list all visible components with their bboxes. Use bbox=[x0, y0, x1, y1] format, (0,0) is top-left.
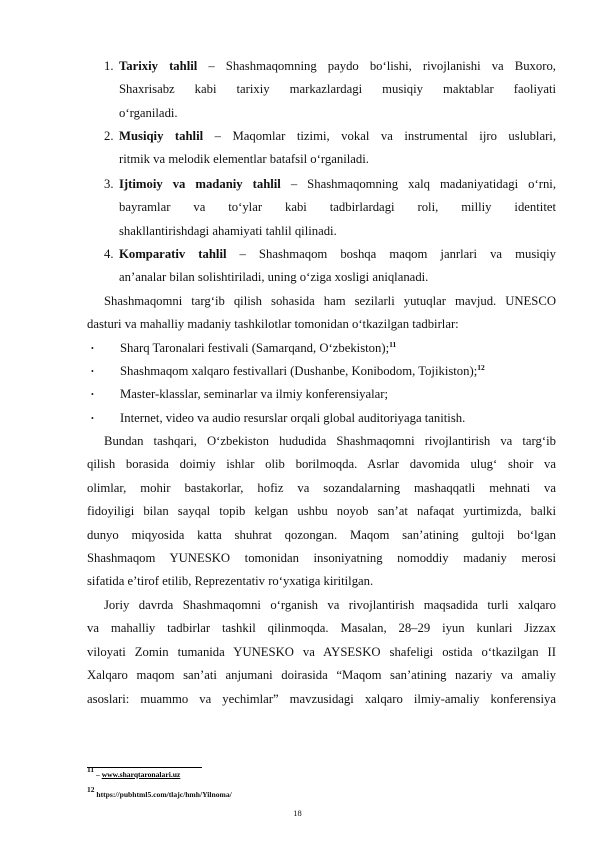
item-line bbox=[119, 125, 556, 148]
item-text: – Shashmaqomning xalq madaniyatidagi o‘rni, bbox=[280, 177, 556, 191]
item-heading: Komparativ tahlil bbox=[119, 247, 227, 261]
paragraph-line: fidoyiligi bilan sayqal topib kelgan ushbu noyob san’at nafaqat yurtimizda, balki bbox=[87, 504, 556, 519]
bullet-text: Internet, video va audio resurslar orqali global auditoriyaga tanitish. bbox=[120, 411, 466, 425]
paragraph-line: olimlar, mohir bastakorlar, hofiz va sozandalarning mashaqqatli mehnati va bbox=[87, 480, 556, 495]
footnote-number: 11 bbox=[87, 765, 95, 774]
item-line: ritmik va melodik elementlar batafsil o‘rganiladi. bbox=[119, 152, 369, 167]
bullet-icon: • bbox=[91, 390, 94, 399]
footnote-12 bbox=[87, 785, 232, 800]
bullet-icon: • bbox=[91, 414, 94, 423]
paragraph-line: Shashmaqom YUNESKO tomonidan insoniyatning nomoddiy madaniy merosi bbox=[87, 551, 556, 566]
footnote-prefix: – bbox=[94, 770, 102, 779]
paragraph-line: dunyo miqyosida katta shuhrat qozongan. Maqom san’atining gultoji bo‘lgan bbox=[87, 527, 556, 542]
body-paragraph bbox=[87, 594, 556, 711]
item-heading: Ijtimoiy va madaniy tahlil bbox=[119, 177, 281, 191]
item-line bbox=[119, 173, 556, 196]
intro-paragraph bbox=[87, 290, 556, 337]
item-text: – Maqomlar tizimi, vokal va instrumental ijro uslublari, bbox=[203, 129, 556, 143]
footnote-11 bbox=[87, 765, 181, 780]
body-paragraph bbox=[87, 430, 556, 594]
paragraph-line: va mahalliy tadbirlar tashkil qilinmoqda. Masalan, 28–29 iyun kunlari Jizzax bbox=[87, 621, 556, 636]
footnote-number: 12 bbox=[87, 785, 95, 794]
footnote-text: https://pubhtml5.com/tlajc/hmh/Yilnoma/ bbox=[96, 790, 232, 799]
footnote-ref: 11 bbox=[389, 340, 397, 349]
bullet-text: Master-klasslar, seminarlar va ilmiy konferensiyalar; bbox=[120, 387, 389, 401]
paragraph-line: viloyati Zomin tumanida YUNESKO va AYSESKO shafeligi ostida o‘tkazilgan II bbox=[87, 644, 556, 659]
bullet-text: Sharq Taronalari festivali (Samarqand, O‘zbekiston); bbox=[120, 341, 390, 355]
item-line: o‘rganiladi. bbox=[119, 105, 178, 120]
paragraph-line: Bundan tashqari, O‘zbekiston hududida Shashmaqomni rivojlantirish va targ‘ib bbox=[104, 434, 556, 448]
item-line: bayramlar va to‘ylar kabi tadbirlardagi roli, milliy identitet bbox=[119, 200, 556, 215]
footnote-link[interactable]: www.sharqtaronalari.uz bbox=[101, 770, 181, 779]
paragraph-line: dasturi va mahalliy madaniy tashkilotlar tomonidan o‘tkazilgan tadbirlar: bbox=[87, 317, 459, 332]
item-heading: Musiqiy tahlil bbox=[119, 129, 204, 143]
item-number: 1. bbox=[104, 59, 114, 73]
item-text: – Shashmaqom boshqa maqom janrlari va musiqiy bbox=[226, 247, 556, 261]
item-line: Shaxrisabz kabi tarixiy markazlardagi musiqiy maktablar faoliyati bbox=[119, 82, 556, 97]
numbered-item-1 bbox=[104, 55, 556, 125]
numbered-item-2 bbox=[104, 125, 556, 172]
item-line: an’analar bilan solishtiriladi, uning o‘ziga xosligi aniqlanadi. bbox=[119, 270, 429, 285]
paragraph-line: asoslari: muammo va yechimlar” mavzusidagi xalqaro ilmiy-amaliy konferensiya bbox=[87, 691, 556, 706]
numbered-item-3 bbox=[104, 173, 556, 243]
paragraph-line: Joriy davrda Shashmaqomni o‘rganish va rivojlantirish maqsadida turli xalqaro bbox=[104, 598, 556, 612]
paragraph-line: Xalqaro maqom san’ati anjumani doirasida “Maqom san’atining nazariy va amaliy bbox=[87, 668, 556, 683]
numbered-item-4 bbox=[104, 243, 556, 290]
paragraph-line: qilish borasida doimiy ishlar olib borilmoqda. Asrlar davomida ulug‘ shoir va bbox=[87, 457, 556, 472]
item-number: 4. bbox=[104, 247, 114, 261]
item-number: 3. bbox=[104, 177, 114, 191]
footnote-ref: 12 bbox=[477, 363, 485, 372]
bullet-text: Shashmaqom xalqaro festivallari (Dushanbe, Konibodom, Tojikiston); bbox=[120, 364, 478, 378]
footnote-divider bbox=[87, 767, 202, 768]
item-line: shakllantirishdagi ahamiyati tahlil qilinadi. bbox=[119, 223, 337, 238]
item-line bbox=[119, 243, 556, 266]
item-number: 2. bbox=[104, 129, 114, 143]
bullet-icon: • bbox=[91, 344, 94, 353]
page-number: 18 bbox=[293, 808, 302, 818]
bullet-icon: • bbox=[91, 367, 94, 376]
item-text: – Shashmaqomning paydo bo‘lishi, rivojlanishi va Buxoro, bbox=[197, 59, 556, 73]
item-line bbox=[119, 55, 556, 78]
paragraph-line: Shashmaqomni targ‘ib qilish sohasida ham sezilarli yutuqlar mavjud. UNESCO bbox=[104, 294, 556, 308]
item-heading: Tarixiy tahlil bbox=[119, 59, 198, 73]
paragraph-line: sifatida e’tirof etilib, Reprezentativ ro‘yxatiga kiritilgan. bbox=[87, 574, 374, 589]
